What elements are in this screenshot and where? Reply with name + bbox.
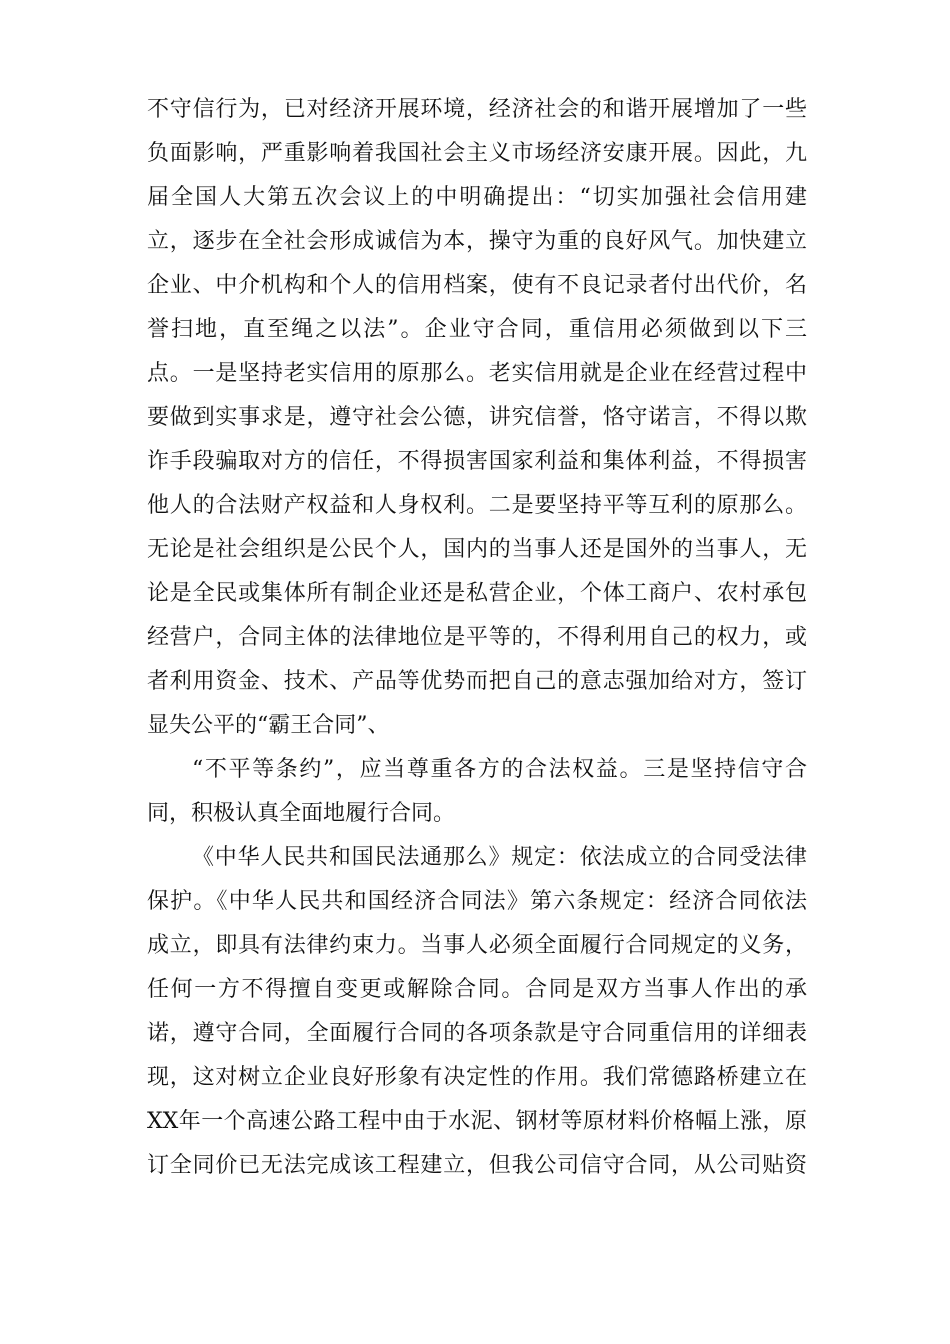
text-line: 诺，遵守合同，全面履行合同的各项条款是守合同重信用的详细表 [147, 1021, 807, 1046]
text-line: 他人的合法财产权益和人身权利。二是要坚持平等互利的原那么。 [147, 493, 807, 518]
text-line: 保护。《中华人民共和国经济合同法》第六条规定：经济合同依法 [147, 889, 807, 914]
text-line: 负面影响，严重影响着我国社会主义市场经济安康开展。因此，九 [147, 141, 807, 166]
text-line: 届全国人大第五次会议上的中明确提出：“切实加强社会信用建 [147, 185, 807, 210]
text-line: 订全同价已无法完成该工程建立，但我公司信守合同，从公司贴资 [147, 1153, 807, 1178]
text-line: XX年一个高速公路工程中由于水泥、钢材等原材料价格幅上涨，原 [147, 1109, 807, 1134]
text-line: 任何一方不得擅自变更或解除合同。合同是双方当事人作出的承 [147, 977, 807, 1002]
text-line: 论是全民或集体所有制企业还是私营企业，个体工商户、农村承包 [147, 581, 807, 606]
text-line: 诈手段骗取对方的信任，不得损害国家利益和集体利益，不得损害 [147, 449, 807, 474]
text-line: 立，逐步在全社会形成诚信为本，操守为重的良好风气。加快建立 [147, 229, 807, 254]
text-line: 显失公平的“霸王合同”、 [147, 713, 390, 738]
text-line: “不平等条约”，应当尊重各方的合法权益。三是坚持信守合 [192, 757, 807, 782]
text-line: 同，积极认真全面地履行合同。 [147, 801, 456, 826]
text-line: 成立，即具有法律约束力。当事人必须全面履行合同规定的义务， [147, 933, 807, 958]
text-line: 企业、中介机构和个人的信用档案，使有不良记录者付出代价，名 [147, 273, 807, 298]
text-line: 经营户，合同主体的法律地位是平等的，不得利用自己的权力，或 [147, 625, 807, 650]
text-line: 点。一是坚持老实信用的原那么。老实信用就是企业在经营过程中 [147, 361, 807, 386]
text-line: 者利用资金、技术、产品等优势而把自己的意志强加给对方，签订 [147, 669, 807, 694]
text-line: 誉扫地，直至绳之以法”。企业守合同，重信用必须做到以下三 [147, 317, 807, 342]
text-line: 现，这对树立企业良好形象有决定性的作用。我们常德路桥建立在 [147, 1065, 807, 1090]
text-line: 要做到实事求是，遵守社会公德，讲究信誉，恪守诺言，不得以欺 [147, 405, 807, 430]
text-line: 不守信行为，已对经济开展环境，经济社会的和谐开展增加了一些 [147, 97, 807, 122]
text-line: 无论是社会组织是公民个人，国内的当事人还是国外的当事人，无 [147, 537, 807, 562]
text-line: 《中华人民共和国民法通那么》规定：依法成立的合同受法律 [192, 845, 807, 870]
